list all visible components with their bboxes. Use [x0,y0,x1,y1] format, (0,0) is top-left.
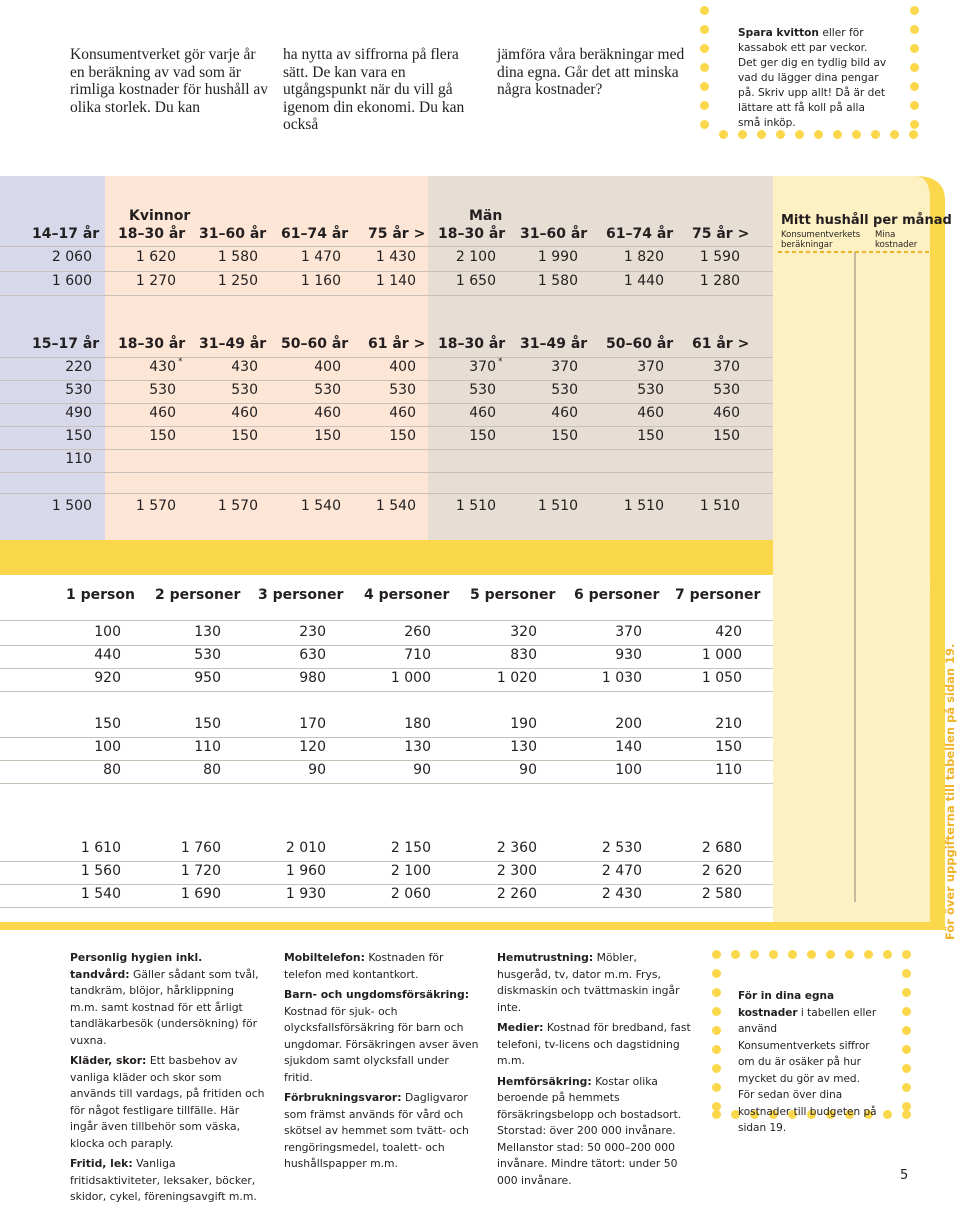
frame-dot [712,1007,721,1016]
frame-dot [910,6,919,15]
footnote-mobile: Mobiltelefon: Kostnaden för telefon med kontantkort. [284,951,444,981]
own-costs-tip: För in dina egna kostnader i tabellen eller använd Konsumentverkets siffror om du är osäker på hur mycket du gör av med. För sedan över dina kostnader till budgeten på sidan 19. [738,990,877,1134]
table3-cell: 80 [103,762,121,778]
table2-cell: 460 [314,405,341,421]
table1-header: 75 år > [692,226,750,242]
row-divider [0,884,773,885]
frame-dot [902,1064,911,1073]
row-divider [0,620,773,621]
table2-cell: 110 [65,451,92,467]
table1-header: 18–30 år [118,226,186,242]
table3-header: 6 personer [574,587,660,603]
frame-dot [910,25,919,34]
table2-cell: 370 [551,359,578,375]
table2-cell: 150 [637,428,664,444]
frame-dot [852,130,861,139]
table2-cell: 430 [231,359,258,375]
table3-cell: 1 540 [80,886,121,902]
table2-header: 31–49 år [199,336,267,352]
footnote-hygiene: Personlig hygien inkl. tandvård: Gäller sådant som tvål, tandkräm, blöjor, hårklippning m.m. samt kostnad för ett årligt tandläkarbesök (undersökning) för vuxna. [70,951,259,1047]
frame-dot [700,25,709,34]
table3-cell: 140 [615,739,642,755]
table2-total-cell: 1 570 [135,498,176,514]
table1-cell: 1 990 [537,249,578,265]
frame-dot [845,950,854,959]
table3-cell: 980 [299,670,326,686]
table3-cell: 1 030 [601,670,642,686]
frame-dot [719,130,728,139]
table3-cell: 830 [510,647,537,663]
table2-cell: 530 [231,382,258,398]
table3-cell: 190 [510,716,537,732]
table3-cell: 150 [94,716,121,732]
row-divider [0,783,773,784]
frame-dot [788,950,797,959]
frame-dot [776,130,785,139]
table3-cell: 90 [308,762,326,778]
table1-cell: 2 060 [51,249,92,265]
table2-cell: 150 [65,428,92,444]
frame-dot [712,1064,721,1073]
row-divider [0,668,773,669]
frame-dot [902,1083,911,1092]
table1-cell: 1 440 [623,273,664,289]
table3-cell: 90 [413,762,431,778]
frame-dot [712,1045,721,1054]
table2-cell: 460 [713,405,740,421]
frame-dot [883,1110,892,1119]
frame-dot [909,130,918,139]
table3-cell: 1 720 [180,863,221,879]
frame-dot [864,950,873,959]
table3-cell: 2 680 [701,840,742,856]
table3-header: 7 personer [675,587,761,603]
table2-cell: 370 [713,359,740,375]
table2-cell: 460 [389,405,416,421]
table3-cell: 320 [510,624,537,640]
footnote-consumables: Förbrukningsvaror: Dagligvaror som främst används för vård och skötsel av hemmet som tvätt- och rengöringsmedel, toalett- och hushållspapper m.m. [284,1091,469,1170]
frame-dot [700,101,709,110]
frame-dot [712,1026,721,1035]
table1-header: 18–30 år [438,226,506,242]
table1-header: 14–17 år [32,226,100,242]
frame-dot [910,63,919,72]
table2-cell: 150 [389,428,416,444]
frame-dot [883,950,892,959]
table3-cell: 2 060 [390,886,431,902]
table2-cell: 150 [149,428,176,444]
table3-header: 5 personer [470,587,556,603]
side-col-1-label: Konsumentverkets beräkningar [781,230,861,250]
table3-cell: 2 430 [601,886,642,902]
table3-cell: 2 150 [390,840,431,856]
table2-cell: 370 [637,359,664,375]
table2-cell: 400 [314,359,341,375]
table3-cell: 1 610 [80,840,121,856]
frame-dot [700,44,709,53]
row-divider [0,861,773,862]
row-divider [0,295,773,296]
table3-cell: 110 [715,762,742,778]
table2-cell: 530 [713,382,740,398]
table2-header: 50–60 år [281,336,349,352]
frame-dot [910,101,919,110]
frame-dot [769,950,778,959]
row-divider [0,737,773,738]
table2-header: 61 år > [692,336,750,352]
footnote-media: Medier: Kostnad för bredband, fast telefoni, tv-licens och dagstidning m.m. [497,1021,691,1067]
frame-dot [814,130,823,139]
table3-cell: 630 [299,647,326,663]
table3-cell: 1 930 [285,886,326,902]
row-divider [0,380,773,381]
frame-dot [700,6,709,15]
frame-dot [890,130,899,139]
table3-cell: 180 [404,716,431,732]
table3-cell: 950 [194,670,221,686]
table3-cell: 110 [194,739,221,755]
table2-cell: 530 [314,382,341,398]
table3-cell: 150 [194,716,221,732]
frame-dot [871,130,880,139]
frame-dot [826,950,835,959]
table1-cell: 1 140 [375,273,416,289]
table1-cell: 2 100 [455,249,496,265]
table2-cell: 460 [149,405,176,421]
frame-dot [902,1026,911,1035]
table2-cell: 530 [637,382,664,398]
frame-dot [700,82,709,91]
table1-header: 75 år > [368,226,426,242]
table2-total-cell: 1 570 [217,498,258,514]
table2-cell: 460 [637,405,664,421]
table1-cell: 1 270 [135,273,176,289]
table3-cell: 80 [203,762,221,778]
frame-dot [712,1102,721,1111]
table3-cell: 2 300 [496,863,537,879]
table3-cell: 1 020 [496,670,537,686]
row-divider [0,357,773,358]
table2-cell: 460 [551,405,578,421]
table2-total-cell: 1 510 [455,498,496,514]
frame-dot [795,130,804,139]
table1-cell: 1 470 [300,249,341,265]
table3-cell: 2 530 [601,840,642,856]
table1-cell: 1 250 [217,273,258,289]
table2-header: 50–60 år [606,336,674,352]
intro-col-1: Konsumentverket gör varje år en beräkning av vad som är rimliga kostnader för hushåll av olika storlek. Du kan [70,46,269,116]
table1-cell: 1 160 [300,273,341,289]
frame-dot [910,44,919,53]
frame-dot [902,1110,911,1119]
table2-cell: 430 [149,359,176,375]
table3-cell: 150 [715,739,742,755]
tip-body: eller för kassabok ett par veckor. Det ger dig en tydlig bild av vad du lägger dina pengar på. Skriv upp allt! Då är det lättare att få koll på alla små inköp. [738,27,887,129]
table1-header: 31–60 år [520,226,588,242]
footnote-leisure: Fritid, lek: Vanliga fritidsaktiviteter, leksaker, böcker, skidor, cykel, föreningsavgift m.m. [70,1157,257,1203]
table2-total-cell: 1 510 [623,498,664,514]
row-divider [0,645,773,646]
frame-dot [712,969,721,978]
table1-header: 31–60 år [199,226,267,242]
table2-cell: 150 [231,428,258,444]
table2-header: 31–49 år [520,336,588,352]
table3-cell: 2 580 [701,886,742,902]
table2-cell: 530 [149,382,176,398]
frame-dot [902,988,911,997]
row-divider [0,907,773,908]
frame-dot [712,950,721,959]
table1-header: 61–74 år [281,226,349,242]
table3-cell: 260 [404,624,431,640]
table3-cell: 710 [404,647,431,663]
table1-cell: 1 650 [455,273,496,289]
footnotes-col-1 [70,950,265,1206]
table3-cell: 230 [299,624,326,640]
tip-text [738,26,888,131]
table3-cell: 2 100 [390,863,431,879]
frame-dot [757,130,766,139]
group-women-label: Kvinnor [129,208,191,224]
table2-cell: 530 [389,382,416,398]
table2-total-cell: 1 540 [300,498,341,514]
row-divider [0,403,773,404]
table2-cell: 400 [389,359,416,375]
frame-dot [738,130,747,139]
intro-col-3: jämföra våra beräkningar med dina egna. Går det att minska några kostnader? [497,46,685,98]
footnotes-col-2 [284,950,479,1173]
footnote-star: * [498,357,503,367]
table2-cell: 150 [469,428,496,444]
table3-header: 2 personer [155,587,241,603]
footnote-insurance-youth: Barn- och ungdomsförsäkring: Kostnad för sjuk- och olycksfallsförsäkring för barn och ungdomar. Försäkringen avser även sjukdom samt olycksfall under fritid. [284,988,479,1084]
table3-cell: 130 [404,739,431,755]
frame-dot [712,1110,721,1119]
table3-cell: 170 [299,716,326,732]
table3-cell: 420 [715,624,742,640]
table3-header: 3 personer [258,587,344,603]
table1-cell: 1 820 [623,249,664,265]
footnote-star: * [178,357,183,367]
table3-cell: 930 [615,647,642,663]
table3-cell: 2 360 [496,840,537,856]
table2-total-cell: 1 540 [375,498,416,514]
frame-dot [700,63,709,72]
table3-cell: 90 [519,762,537,778]
table2-cell: 370 [469,359,496,375]
group-men-label: Män [469,208,503,224]
footnotes-col-3 [497,950,692,1189]
table2-header: 18–30 år [438,336,506,352]
row-divider [0,271,773,272]
frame-dot [902,950,911,959]
table2-cell: 530 [469,382,496,398]
frame-dot [750,950,759,959]
table3-cell: 100 [94,739,121,755]
table1-cell: 1 620 [135,249,176,265]
table3-cell: 2 620 [701,863,742,879]
table2-total-cell: 1 510 [537,498,578,514]
table1-cell: 1 580 [217,249,258,265]
frame-dot [731,950,740,959]
table3-cell: 2 470 [601,863,642,879]
frame-dot [902,1007,911,1016]
tip-bold: Spara kvitton [738,27,819,39]
table1-cell: 1 580 [537,273,578,289]
table2-total-cell: 1 510 [699,498,740,514]
table2-cell: 530 [65,382,92,398]
table3-cell: 370 [615,624,642,640]
table3-cell: 120 [299,739,326,755]
table2-header: 18–30 år [118,336,186,352]
table1-cell: 1 600 [51,273,92,289]
intro-col-2: ha nytta av siffrorna på flera sätt. De kan vara en utgångspunkt när du vill gå igenom din ekonomi. Du kan också [283,46,465,133]
table3-cell: 530 [194,647,221,663]
table2-cell: 530 [551,382,578,398]
table3-header: 1 person [66,587,135,603]
row-divider [0,472,773,473]
table2-header: 15–17 år [32,336,100,352]
table3-cell: 1 560 [80,863,121,879]
table2-cell: 150 [314,428,341,444]
row-divider [0,691,773,692]
table3-cell: 210 [715,716,742,732]
page-number: 5 [900,1168,909,1183]
table3-cell: 1 000 [390,670,431,686]
table2-cell: 150 [713,428,740,444]
frame-dot [833,130,842,139]
table2-cell: 220 [65,359,92,375]
table2-cell: 460 [231,405,258,421]
frame-dot [902,969,911,978]
table3-cell: 1 050 [701,670,742,686]
table2-cell: 490 [65,405,92,421]
row-divider [0,426,773,427]
table3-cell: 130 [194,624,221,640]
table3-cell: 1 690 [180,886,221,902]
table1-cell: 1 590 [699,249,740,265]
row-divider [0,493,773,494]
frame-dot [700,120,709,129]
table1-cell: 1 430 [375,249,416,265]
table3-header: 4 personer [364,587,450,603]
table2-total-cell: 1 500 [51,498,92,514]
footnote-clothes: Kläder, skor: Ett basbehov av vanliga kläder och skor som används till vardags, på fritiden och för något festligare tillfälle. Här ingår även tillbehör som väska, klocka och paraply. [70,1054,265,1150]
frame-dot [807,950,816,959]
frame-dot [712,1083,721,1092]
table3-cell: 1 760 [180,840,221,856]
table3-cell: 200 [615,716,642,732]
table1-cell: 1 280 [699,273,740,289]
table3-cell: 2 010 [285,840,326,856]
row-divider [0,246,773,247]
table2-cell: 150 [551,428,578,444]
table2-cell: 460 [469,405,496,421]
table1-header: 61–74 år [606,226,674,242]
frame-dot [712,988,721,997]
side-col-2-label: Mina kostnader [875,230,918,250]
footnote-home-insurance: Hemförsäkring: Kostar olika beroende på hemmets försäkringsbelopp och bostadsort. Storstad: över 200 000 invånare. Mellanstor stad: 50 000–200 000 invånare. Mindre tätort: under 50 000 invånare. [497,1074,682,1187]
table3-cell: 100 [615,762,642,778]
frame-dot [902,1045,911,1054]
row-divider [0,760,773,761]
frame-dot [910,120,919,129]
table3-cell: 920 [94,670,121,686]
vertical-note: För över uppgifterna till tabellen på sidan 19. [943,643,957,940]
table3-cell: 1 000 [701,647,742,663]
table3-cell: 100 [94,624,121,640]
frame-dot [902,1102,911,1111]
table3-cell: 440 [94,647,121,663]
table3-cell: 1 960 [285,863,326,879]
table2-header: 61 år > [368,336,426,352]
table3-cell: 2 260 [496,886,537,902]
frame-dot [910,82,919,91]
footnote-home-equipment: Hemutrustning: Möbler, husgeråd, tv, dator m.m. Frys, diskmaskin och tvättmaskin ingår inte. [497,951,680,1014]
side-title: Mitt hushåll per månad [781,213,952,228]
row-divider [0,449,773,450]
table3-cell: 130 [510,739,537,755]
